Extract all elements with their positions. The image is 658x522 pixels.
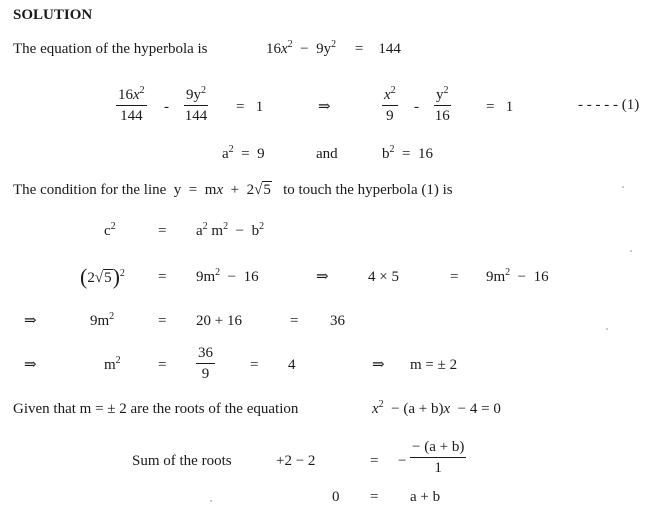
equals-one-2: = 1: [486, 99, 514, 115]
minus-sign: −: [398, 453, 407, 469]
equals-sign: =: [290, 313, 299, 329]
c-squared: $c^2$: [104, 221, 116, 239]
zero: 0: [332, 489, 340, 505]
hyperbola-equation: $16x^2 - 9y^2$ = 144: [266, 39, 401, 57]
implies-arrow: ⇒: [372, 357, 385, 373]
four-times-five: 4 × 5: [368, 269, 399, 285]
equals-sign: =: [158, 357, 167, 373]
implies-arrow: ⇒: [24, 357, 37, 373]
m-squared: $m^2$: [104, 355, 121, 373]
nine-m-squared: $9m^2$: [90, 311, 115, 329]
rhs2-9m2-minus-16: $9m^2 - 16$: [486, 267, 549, 285]
fraction-y2-over-16: $y^2$ 16: [434, 85, 450, 124]
equals-sign: =: [370, 453, 379, 469]
scan-speck: [622, 186, 624, 188]
and-text: and: [316, 146, 338, 162]
solution-heading: SOLUTION: [13, 7, 93, 23]
sum-of-roots-label: Sum of the roots: [132, 453, 232, 469]
fraction-neg-aplusb-over-1: − (a + b) 1: [412, 439, 465, 476]
sum-20-16: 20 + 16: [196, 313, 242, 329]
minus-sign: -: [164, 99, 169, 115]
fraction-9y2-over-144: $9y^2$ 144: [184, 85, 208, 124]
tangent-condition-rhs: $a^2$ $m^2 - b^2$: [196, 221, 265, 239]
fraction-16x2-over-144: $16x^2$ 144: [118, 85, 145, 124]
scan-speck: [630, 250, 632, 252]
sum-of-roots-value: +2 − 2: [276, 453, 316, 469]
equals-one: = 1: [236, 99, 264, 115]
equals-sign: =: [250, 357, 259, 373]
equals-sign: =: [158, 223, 167, 239]
fraction-x2-over-9: $x^2$ 9: [384, 85, 396, 124]
roots-intro-text: Given that m = ± 2 are the roots of the equation: [13, 401, 299, 417]
equals-sign: =: [370, 489, 379, 505]
equation-label-1: - - - - - (1): [578, 97, 640, 113]
scan-speck: [606, 328, 608, 330]
scan-speck: [210, 500, 212, 502]
two-root-five-squared: $(2√5)^2$: [80, 264, 125, 289]
minus-sign-2: -: [414, 99, 419, 115]
value-36: 36: [330, 313, 345, 329]
rhs-9m2-minus-16: $9m^2 - 16$: [196, 267, 259, 285]
a-squared-value: $a^2 = 9$: [222, 144, 265, 162]
equals-sign: =: [158, 313, 167, 329]
equals-sign: =: [158, 269, 167, 285]
implies-arrow: ⇒: [24, 313, 37, 329]
implies-arrow: ⇒: [316, 269, 329, 285]
tangent-condition-text: The condition for the line y = mx + 2√5 to touch the hyperbola (1) is: [13, 182, 453, 198]
equals-sign: =: [450, 269, 459, 285]
fraction-36-over-9: 36 9: [198, 345, 213, 382]
m-plus-minus-2: m = ± 2: [410, 357, 458, 373]
implies-arrow: ⇒: [318, 99, 331, 115]
value-4: 4: [288, 357, 296, 373]
hyperbola-intro-text: The equation of the hyperbola is: [13, 41, 208, 57]
quadratic-equation: $x^2 - (a + b)x - 4 = 0$: [372, 399, 501, 417]
a-plus-b: a + b: [410, 489, 441, 505]
b-squared-value: $b^2 = 16$: [382, 144, 433, 162]
